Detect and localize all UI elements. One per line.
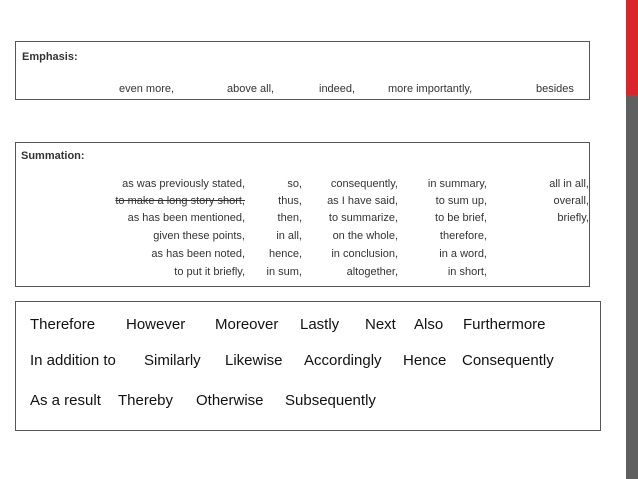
- transition-word: Consequently: [462, 352, 554, 369]
- summation-phrase: therefore,: [439, 230, 487, 242]
- summation-phrase: in all,: [276, 230, 302, 242]
- summation-phrase: to put it briefly,: [174, 266, 245, 278]
- transition-word: However: [126, 316, 186, 333]
- summation-phrase: given these points,: [153, 230, 245, 242]
- summation-phrase: to sum up,: [435, 195, 487, 207]
- summation-phrase: all in all,: [549, 178, 589, 190]
- emphasis-heading: Emphasis:: [22, 51, 78, 63]
- transition-word: Likewise: [225, 352, 283, 369]
- summation-phrase: consequently,: [330, 178, 398, 190]
- transition-word: Subsequently: [285, 392, 376, 409]
- summation-phrase: so,: [287, 178, 302, 190]
- summation-panel: [15, 142, 590, 287]
- transition-word: Furthermore: [463, 316, 546, 333]
- summation-phrase: then,: [277, 212, 302, 224]
- summation-phrase: hence,: [268, 248, 302, 260]
- summation-phrase: in short,: [447, 266, 487, 278]
- summation-phrase: in sum,: [266, 266, 302, 278]
- emphasis-word: even more,: [119, 83, 175, 95]
- emphasis-word: above all,: [227, 83, 275, 95]
- summation-phrase: thus,: [278, 195, 302, 207]
- emphasis-panel: [15, 41, 590, 100]
- transition-words-panel: [15, 301, 601, 431]
- transition-word: Next: [365, 316, 396, 333]
- transition-word: Also: [414, 316, 444, 333]
- summation-phrase: as was previously stated,: [122, 178, 245, 190]
- summation-phrase: as has been mentioned,: [127, 212, 245, 224]
- transition-word: As a result: [30, 392, 101, 409]
- summation-row: [16, 195, 591, 209]
- summation-phrase-struck: to make a long story short,: [115, 195, 245, 207]
- transition-word: Therefore: [30, 316, 96, 333]
- summation-phrase: as I have said,: [327, 195, 398, 207]
- transition-word: Hence: [403, 352, 447, 369]
- transition-word: Thereby: [118, 392, 174, 409]
- transition-word: Accordingly: [304, 352, 382, 369]
- summation-row: [16, 230, 591, 244]
- summation-phrase: in a word,: [439, 248, 487, 260]
- summation-phrase: in conclusion,: [331, 248, 398, 260]
- summation-phrase: in summary,: [427, 178, 487, 190]
- summation-phrase: briefly,: [557, 212, 589, 224]
- summation-phrase: as has been noted,: [151, 248, 245, 260]
- summation-phrase: on the whole,: [332, 230, 398, 242]
- summation-row: [16, 178, 591, 192]
- transition-word: Similarly: [144, 352, 201, 369]
- transition-word: Otherwise: [196, 392, 264, 409]
- summation-heading: Summation:: [21, 150, 85, 162]
- summation-row: [16, 212, 591, 226]
- transition-word: Lastly: [300, 316, 340, 333]
- summation-row: [16, 266, 591, 280]
- emphasis-word: besides: [536, 83, 574, 95]
- summation-phrase: to summarize,: [328, 212, 398, 224]
- summation-phrase: to be brief,: [435, 212, 487, 224]
- summation-phrase: altogether,: [346, 266, 398, 278]
- summation-row: [16, 248, 591, 262]
- summation-phrase: overall,: [553, 195, 589, 207]
- transition-word: In addition to: [30, 352, 116, 369]
- transition-word: Moreover: [215, 316, 279, 333]
- emphasis-word: indeed,: [319, 83, 356, 95]
- emphasis-word: more importantly,: [388, 83, 473, 95]
- right-accent-bar: [626, 0, 638, 95]
